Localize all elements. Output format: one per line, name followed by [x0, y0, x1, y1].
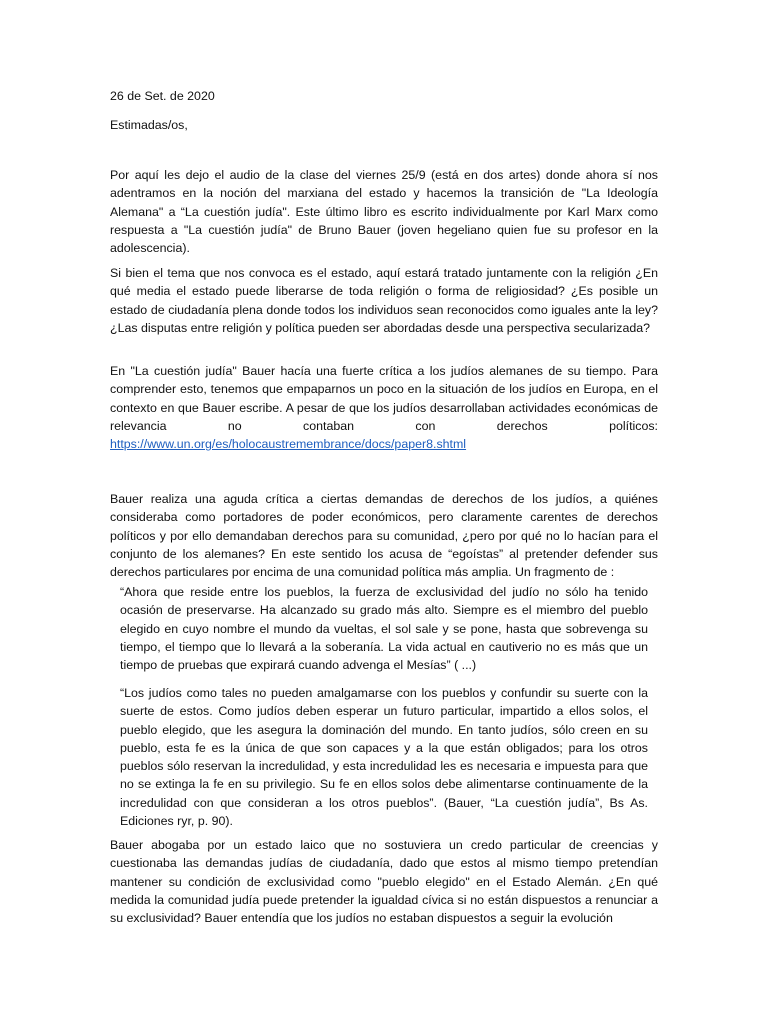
paragraph-bauer-critique: [110, 362, 658, 453]
paragraph-state-religion: Si bien el tema que nos convoca es el estado, aquí estará tratado juntamente con la religión ¿En qué media el estado puede liberarse de toda religión o forma de religiosidad? ¿Es posible un estado de ciudadanía plena donde todos los individuos sean reconocidos como iguales ante la ley? ¿Las disputas entre religión y política pueden ser abordadas desde una perspectiva secularizada?: [110, 266, 658, 335]
letter-date: 26 de Set. de 2020: [110, 89, 215, 103]
letter-greeting: Estimadas/os,: [110, 118, 188, 132]
paragraph-rights-critique: Bauer realiza una aguda crítica a ciertas demandas de derechos de los judíos, a quiénes consideraba como portadores de poder económicos, pero claramente carentes de derechos políticos y por ello demandaban derechos para su comunidad, ¿pero por qué no lo hacían para el conjunto de los alemanes? En este sentido los acusa de “egoístas” al pretender defender sus derechos particulares por encima de una comunidad política más amplia. Un fragmento de :: [110, 492, 658, 580]
paragraph-bauer-critique-text: En "La cuestión judía" Bauer hacía una fuerte crítica a los judíos alemanes de su tiempo. Para comprender esto, tenemos que empaparnos un poco en la situación de los judíos en Europa, en el contexto en que Bauer escribe. A pesar de que los judíos desarrollaban actividades económicas de relevancia no contaban con derechos políticos:: [110, 364, 658, 433]
paragraph-audio-intro: Por aquí les dejo el audio de la clase del viernes 25/9 (está en dos artes) donde ahora sí nos adentramos en la noción del marxiana del estado y hacemos la transición de "La Ideología Alemana" a “La cuestión judía". Este último libro es escrito individualmente por Karl Marx como respuesta a "La cuestión judía" de Bruno Bauer (joven hegeliano quien fue su profesor en la adolescencia).: [110, 168, 658, 256]
quote-exclusivity: “Ahora que reside entre los pueblos, la fuerza de exclusividad del judío no sólo ha tenido ocasión de preservarse. Ha alcanzado su grado más alto. Siempre es el miembro del pueblo elegido en cuyo nombre el mundo da vueltas, el sol sale y se pone, hasta que sobrevenga su tiempo, el tiempo que lo llevará a la soberanía. La vida actual en cautiverio no es más que un tiempo de pruebas que expirará cuando advenga el Mesías” ( ...): [120, 585, 648, 673]
paragraph-laic-state: Bauer abogaba por un estado laico que no sostuviera un credo particular de creencias y cuestionaba las demandas judías de ciudadanía, dado que estos al mismo tiempo pretendían mantener su condición de exclusividad como "pueblo elegido" en el Estado Alemán. ¿En qué medida la comunidad judía puede pretender la igualdad cívica si no están dispuestos a renunciar a su exclusividad? Bauer entendía que los judíos no estaban dispuestos a seguir la evolución: [110, 838, 658, 926]
holocaust-remembrance-link[interactable]: https://www.un.org/es/holocaustremembrance/docs/paper8.shtml: [110, 437, 467, 452]
quote-jews-and-peoples: “Los judíos como tales no pueden amalgamarse con los pueblos y confundir su suerte con la suerte de estos. Como judíos deben esperar un futuro particular, impartido a ellos solos, el pueblo elegido, que les asegura la dominación del mundo. En tanto judíos, sólo creen en su pueblo, esta fe es la única de que son capaces y a la que están obligados; para los otros pueblos sólo reservan la incredulidad, y esta incredulidad les es necesaria e impuesta para que no se extinga la fe en su privilegio. Su fe en ellos solos debe alimentarse continuamente de la incredulidad con que consideran a los otros pueblos”. (Bauer, “La cuestión judía”, Bs As. Ediciones ryr, p. 90).: [120, 686, 648, 829]
